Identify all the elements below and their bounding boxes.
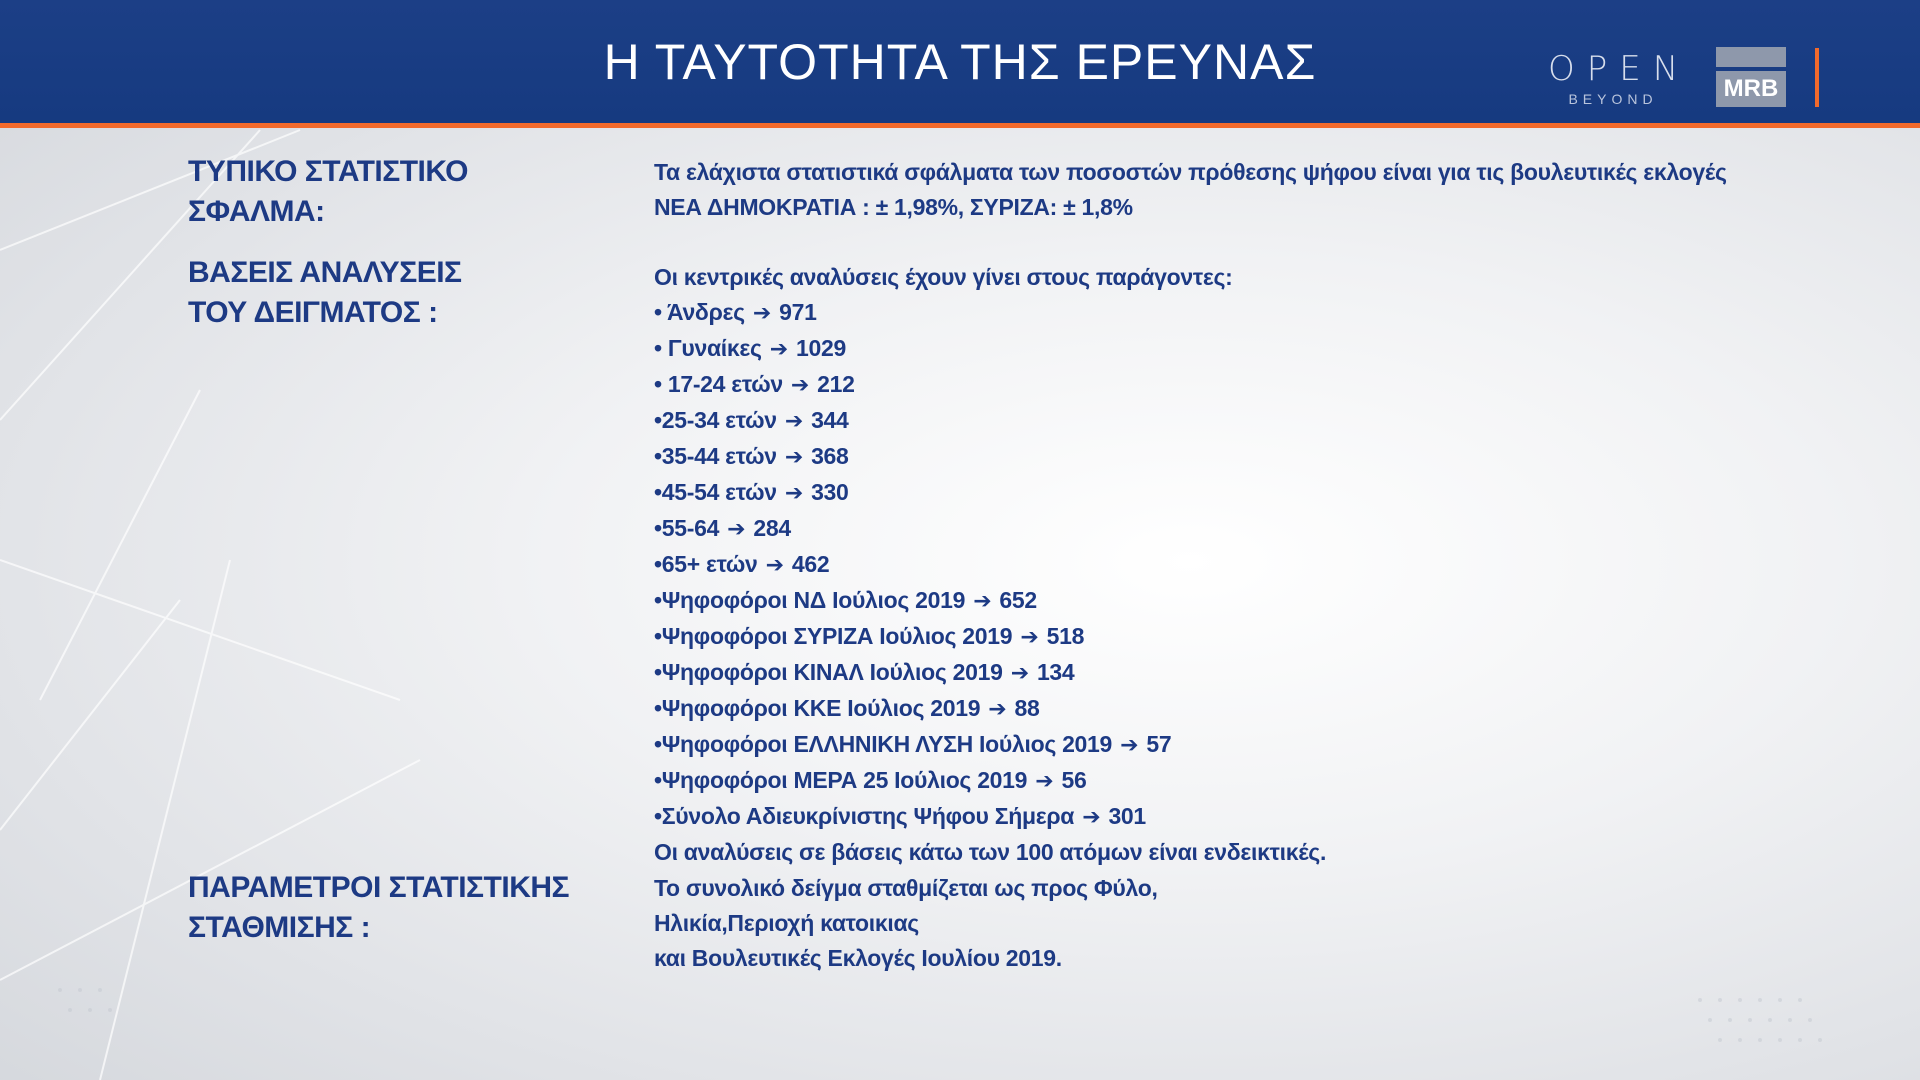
bases-item-label: •25-34 ετών: [654, 407, 777, 433]
arrow-right-icon: ➔: [1020, 625, 1039, 650]
weighting-text: [654, 871, 1894, 976]
bases-item-label: •65+ ετών: [654, 551, 758, 577]
bases-item-value: 971: [779, 299, 817, 325]
bases-item-value: 1029: [796, 335, 846, 361]
bases-label-line: ΤΟΥ ΔΕΙΓΜΑΤΟΣ :: [188, 296, 438, 329]
open-logo-word: OPEN: [1548, 49, 1691, 89]
error-line: Τα ελάχιστα στατιστικά σφάλματα των ποσοστών πρόθεσης ψήφου είναι για τις βουλευτικές εκλογές: [654, 159, 1727, 185]
error-label: [188, 152, 648, 232]
arrow-right-icon: ➔: [973, 589, 992, 614]
arrow-right-icon: ➔: [784, 445, 803, 470]
weighting-line: Το συνολικό δείγμα σταθμίζεται ως προς Φύλο,: [654, 875, 1158, 901]
error-label-line: ΤΥΠΙΚΟ ΣΤΑΤΙΣΤΙΚΟ: [188, 155, 469, 188]
error-text: [654, 155, 1894, 225]
bases-item-label: •Ψηφοφόροι ΕΛΛΗΝΙΚΗ ΛΥΣΗ Ιούλιος 2019: [654, 731, 1113, 757]
arrow-right-icon: ➔: [784, 409, 803, 434]
arrow-right-icon: ➔: [988, 697, 1007, 722]
bases-item: [654, 727, 1894, 763]
bases-item-label: •Ψηφοφόροι ΝΔ Ιούλιος 2019: [654, 587, 966, 613]
bases-label: [188, 253, 648, 333]
bases-item: [654, 619, 1894, 655]
bases-item-value: 301: [1108, 803, 1146, 829]
bases-item-value: 88: [1014, 695, 1040, 721]
bases-item-label: • Άνδρες: [654, 299, 745, 325]
bases-item-label: •Ψηφοφόροι ΣΥΡΙΖΑ Ιούλιος 2019: [654, 623, 1013, 649]
bases-item-value: 330: [811, 479, 849, 505]
bases-item-label: •Ψηφοφόροι ΚΚΕ Ιούλιος 2019: [654, 695, 981, 721]
bases-item: [654, 367, 1894, 403]
arrow-right-icon: ➔: [752, 301, 772, 326]
bases-label-line: ΒΑΣΕΙΣ ΑΝΑΛΥΣΕΙΣ: [188, 256, 462, 289]
bases-item: [654, 475, 1894, 511]
open-logo-subtitle: BEYOND: [1568, 91, 1658, 107]
bases-item-value: 652: [999, 587, 1037, 613]
arrow-right-icon: ➔: [1120, 733, 1139, 758]
bases-item: [654, 439, 1894, 475]
weighting-line: Ηλικία,Περιοχή κατοικιας: [654, 910, 919, 936]
arrow-right-icon: ➔: [1082, 805, 1101, 830]
bases-item: [654, 403, 1894, 439]
arrow-right-icon: ➔: [727, 517, 746, 542]
bases-item-value: 56: [1061, 767, 1087, 793]
bases-item-value: 212: [817, 371, 855, 397]
bases-item-label: • Γυναίκες: [654, 335, 762, 361]
bases-item-label: •45-54 ετών: [654, 479, 777, 505]
bases-item: [654, 799, 1894, 835]
mrb-logo-text: MRB: [1716, 71, 1786, 107]
bases-item-value: 462: [791, 551, 830, 577]
bases-item-label: •Ψηφοφόροι ΚΙΝΑΛ Ιούλιος 2019: [654, 659, 1003, 685]
bases-item-value: 518: [1046, 623, 1085, 649]
bases-item: [654, 547, 1894, 583]
arrow-right-icon: ➔: [790, 373, 810, 398]
weighting-line: και Βουλευτικές Εκλογές Ιουλίου 2019.: [654, 945, 1062, 971]
bases-item-label: •55-64: [654, 515, 720, 541]
bases-item-value: 344: [811, 407, 849, 433]
bases-item-value: 284: [753, 515, 791, 541]
arrow-right-icon: ➔: [769, 337, 788, 362]
bases-item: [654, 655, 1894, 691]
bases-item-label: •Σύνολο Αδιευκρίνιστης Ψήφου Σήμερα: [654, 803, 1075, 829]
bases-item: [654, 763, 1894, 799]
arrow-right-icon: ➔: [1035, 769, 1054, 794]
error-label-line: ΣΦΑΛΜΑ:: [188, 195, 325, 228]
bases-item-label: • 17-24 ετών: [654, 371, 783, 397]
bases-item: [654, 691, 1894, 727]
weighting-label-line: ΠΑΡΑΜΕΤΡΟΙ ΣΤΑΤΙΣΤΙΚΗΣ: [188, 871, 570, 904]
bases-item-label: •35-44 ετών: [654, 443, 777, 469]
page-title: Η ΤΑΥΤΟΤΗΤΑ ΤΗΣ ΕΡΕΥΝΑΣ: [603, 33, 1317, 90]
error-line: ΝΕΑ ΔΗΜΟΚΡΑΤΙΑ : ± 1,98%, ΣΥΡΙΖΑ: ± 1,8%: [654, 194, 1133, 220]
bases-item: [654, 583, 1894, 619]
bases-item-label: •Ψηφοφόροι ΜΕΡΑ 25 Ιούλιος 2019: [654, 767, 1028, 793]
arrow-right-icon: ➔: [1010, 661, 1029, 686]
bases-item: [654, 511, 1894, 547]
bases-item: [654, 331, 1894, 367]
bases-footnote: Οι αναλύσεις σε βάσεις κάτω των 100 ατόμων είναι ενδεικτικές.: [654, 839, 1327, 865]
weighting-label: [188, 868, 648, 948]
bases-item-value: 368: [811, 443, 849, 469]
arrow-right-icon: ➔: [765, 553, 784, 578]
bases-intro: Οι κεντρικές αναλύσεις έχουν γίνει στους παράγοντες:: [654, 264, 1233, 290]
bases-item-value: 57: [1146, 731, 1172, 757]
bases-list: [654, 260, 1894, 870]
bases-item: [654, 295, 1894, 331]
bases-item-value: 134: [1036, 659, 1075, 685]
weighting-label-line: ΣΤΑΘΜΙΣΗΣ :: [188, 911, 371, 944]
arrow-right-icon: ➔: [784, 481, 803, 506]
